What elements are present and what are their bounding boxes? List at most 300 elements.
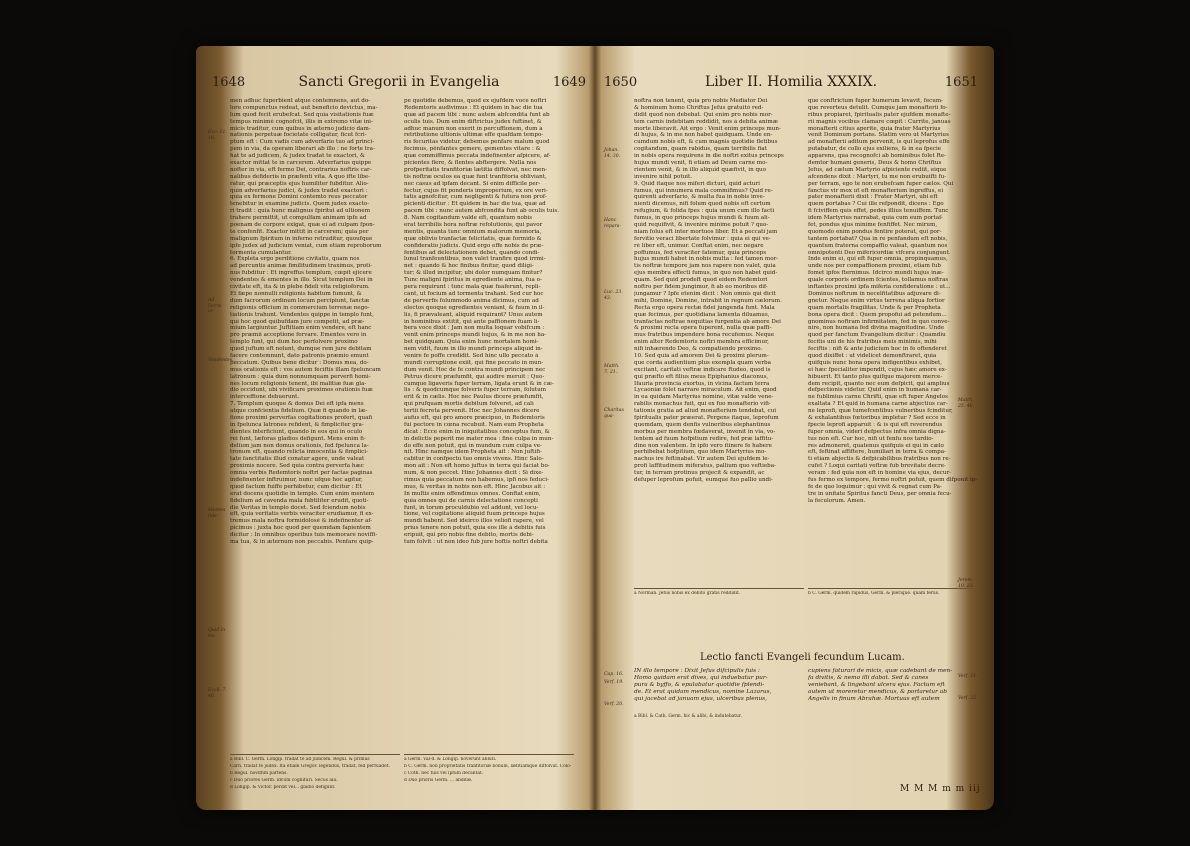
text-line: num, & non peccet. Hinc Johannes dicit : Si dixe-	[404, 470, 544, 477]
text-line: invenire nihil potuit.	[634, 173, 692, 180]
text-line: mon ait : Non eft homo juftus in terra qui faciat bo-	[404, 463, 550, 470]
text-line: tempus minimè cognofcit, illis in extremo vitæ ini-	[230, 118, 373, 125]
text-line: lunul tranfeuntibus, non valet tranfire quod irrmi-	[404, 256, 546, 263]
text-line: erat terribilis hora noftræ refolutionis, qui pavor	[404, 222, 543, 229]
text-line: micis traditur, cum quibus in æterno judicio dam-	[230, 125, 371, 132]
text-line: cufet ? Loqui caritati veftræ fub brevitate decre-	[808, 463, 946, 470]
text-line: gnetur. Neque enim virtus terrena aliqua fortior	[808, 297, 945, 304]
text-line: fe de quo loquimur : qui vivit & regnat cum Pa-	[808, 483, 942, 490]
text-line: tre in unitate Spiritus fancti Deus, per omnia fecu-	[808, 490, 952, 497]
text-line: nalibus defideriis in præfenti vita. A quo ifte libe-	[230, 173, 371, 180]
text-line: cant, ut focium ad tormenta trahant. Sed cur hoc	[404, 290, 544, 297]
text-line: Tunc maligni fpiritus in egrediente anima, fua o-	[404, 277, 542, 284]
margin-note: Hanc repara-	[604, 218, 622, 229]
text-line: qui hoc quod quibufdam jure competit, ad præ-	[230, 318, 365, 325]
margin-note: Verf. 20.	[604, 702, 624, 707]
text-line: vendentes & ementes in illo. Sicut templum Dei in	[230, 277, 373, 284]
text-line: do effe non potuit, qui in mundum cum culpa ve-	[404, 442, 542, 449]
text-line: rii magnis vocibus clamare cœpit : Currite, januas	[808, 118, 951, 125]
text-line: fanctus vir mox ut eft monafterium ingreffus, ei	[808, 187, 944, 194]
text-line: ad percuntis animæ fimilitudinem traximus, proti-	[230, 263, 373, 270]
text-line: lis : & quodcumque folveris fuper terram, folutum	[404, 387, 547, 394]
right-running-title: Liber II. Homilia XXXIX.	[704, 74, 878, 90]
lectio-line: veniebant, & lingebant ulcera ejus. Factum eft	[808, 681, 945, 688]
text-line: dum venit. Hoc de fe contra mundi principem nec	[404, 366, 546, 373]
margin-note: Charitas qua-	[604, 408, 624, 419]
text-line: picimus : juxta hoc quod per quemdam fapientem	[230, 525, 371, 532]
text-line: civitate eft, ita & in plebe fideli vita religioforum.	[230, 284, 370, 291]
right-column-a	[634, 98, 804, 484]
text-line: poffumus, fed veraciter fatemur, quia princeps	[634, 249, 767, 256]
margin-note: Verf. 19.	[604, 680, 624, 685]
text-line: Lycaoniæ folet narrare miraculum. Ait enim, quod	[634, 387, 777, 394]
text-line: facere contemnunt, dato patronis præmio emunt	[230, 352, 369, 359]
left-running-title: Sancti Gregorii in Evangelia	[298, 74, 500, 90]
text-line: idem Martyrius narrabat, quia cum eum portaf-	[808, 215, 943, 222]
text-line: fet, pondus ejus minime fenfiffet. Nec mirum,	[808, 222, 938, 229]
lectio-line: fa divitis, & nemo illi dabat. Sed & canes	[808, 674, 929, 681]
text-line: quem portabas ? Cui ille refpondit, dicens : Ego	[808, 201, 944, 208]
text-line: inftantes proximi ipfa miferia confideratione : ut...	[808, 284, 951, 291]
lectio-column-a	[634, 668, 804, 702]
left-column-b	[404, 98, 574, 546]
text-line: lore compunctus redeat, aut beneficio devictus, ma-	[230, 104, 378, 111]
text-line: aufus eft, qui pro amore præcipuo, in Redemtoris	[404, 414, 545, 421]
text-line: cabitur in confpectu tuo omnis vivens. Hinc Salo-	[404, 456, 544, 463]
text-line: venire fe poffe credidit. Sed hinc ullo peccato à	[404, 352, 539, 359]
text-line: feciftis : nifi & ante judicium hoc in fe oftenderet	[808, 346, 947, 353]
text-line: fumus, qui innumera mala commifimus? Quid re-	[634, 187, 773, 194]
lectio-line: Angelis in finum Abrahæ. Mortuus eft autem	[808, 695, 940, 702]
text-line: oculis tuis. Dum enim diftrictus judex fuftinet, &	[404, 118, 542, 125]
lectio-footnote: a Bibl. & Cath. Germ. hic & alibi, & indutebatur.	[634, 714, 742, 719]
text-line: Ifauria provincia exortus, in vicina factum terra	[634, 380, 770, 387]
text-line: tur, in terram protinus projecit & expandit, ac	[634, 470, 765, 477]
text-line: & hominum homo Chriftus Jefus gratuitò red-	[634, 104, 764, 111]
text-line: ri tradit : quia hunc malignus fpiritui ad ultionem	[230, 208, 371, 215]
text-line: quemdam, quem denfis vulneribus elephantinus	[634, 421, 771, 428]
text-line: quia omnes qui de carnis delectatione concepti	[404, 497, 538, 504]
text-line: quod juftum eft nolunt, dumque rem jure debitam	[230, 346, 372, 353]
text-line: hujus mundi venit, fi etiam ad Deum carne mo-	[634, 160, 768, 167]
text-line: in fpelunca latrones refident, & fimpliciter gra-	[230, 421, 364, 428]
text-line: per terram, ego te non erubefcam fuper cælos. Qui	[808, 180, 954, 187]
lectio-line: pura & byffo, & epulabatur quotidie fplendi-	[634, 681, 765, 688]
text-line: venit Dominum portans. Statim vero ut Martyrius	[808, 132, 949, 139]
text-line: morbus per membra fœdaverat, invenit in via, vo-	[634, 428, 776, 435]
text-line: prius tenere non potuit, quia eos ille à debitis fuis	[404, 525, 546, 532]
text-line: fidelium ad cavenda mala fubtiliter erudit, quoti-	[230, 497, 369, 504]
text-line: mihi, Domine, Domine, intrabit in regnum cælorum.	[634, 297, 782, 304]
text-line: eripuit, qui pro nobis fine debito, mortis debi-	[404, 532, 534, 539]
margin-note: Johan. 14. 30.	[604, 148, 621, 159]
text-line: proximis nocere. Sed quia contra perverfa hæc	[230, 463, 364, 470]
text-line: fecitis uni de his fratribus meis minimis, mihi	[808, 339, 937, 346]
text-line: excitant, caritati veftræ indicare ftudeo, quod is	[634, 366, 771, 373]
text-line: res admoneret, quatenus quifquis ei qui in cælo	[808, 442, 944, 449]
text-line: tate fanctitatis illud conatur agere, unde valeat	[230, 456, 365, 463]
text-line: ne leprofi, quæ tumefcentibus vulneribus fcinditur,	[808, 408, 953, 415]
text-line: electos quoque egredientes veniant, & fuum in il-	[404, 304, 545, 311]
margin-note: Exo. 11. 18.	[208, 130, 227, 141]
text-line: quam. Sed quid prodeft quod eidem Redemtori	[634, 277, 768, 284]
margin-note: Cap. 16.	[604, 672, 624, 677]
text-line: ejus membra effecti fumus, in quo non habet quid-	[634, 270, 778, 277]
text-line: quirenti adverfario, & multa fua in nobis inve-	[634, 194, 765, 201]
text-line: unde nos per compaffionem proximi, etiam fub	[808, 263, 941, 270]
text-line: cumdum nobis eft, & cum magnis quotidie fletibus	[634, 139, 778, 146]
text-line: tis noftræ tempore jam nos rapere non valet, quia	[634, 263, 776, 270]
text-line: hat te ad judicem, & judex tradat te exactori, &	[230, 153, 366, 160]
text-line: niam folus eft inter mortuos liber. Et à peccati jam	[634, 228, 778, 235]
text-line: fomet ipfos fternimus. Idcirco mundi hujus inæ-	[808, 270, 944, 277]
text-line: que corda audientium plus exempla quam verba	[634, 359, 771, 366]
text-line: Dominus noftrum in necelfitatibus adjuvare di-	[808, 290, 941, 297]
text-line: in nobis opera requirens in die noftri exitus princeps	[634, 153, 784, 160]
text-line: latronum : quia dum nonnumquam perverfi homi-	[230, 373, 371, 380]
text-line: quæ commiffimus peccata indefinenter afpicere, af-	[404, 153, 551, 160]
text-line: ti etiam abjectis & defpicabilibus fratribus non re-	[808, 456, 951, 463]
footnote-line: c Coth. nec tuis vel ipfum decantat.	[404, 770, 484, 776]
text-line: mium largiuntur. Juftitiam enim vendere, eft hanc	[230, 325, 372, 332]
text-line: rabilis monachus fuit, qui ex fuo monafterio vifi-	[634, 401, 771, 408]
text-line: dio occidunt, ubi vivificare proximos orationis fuæ	[230, 387, 373, 394]
text-line: nem vidit, fuum in illo mundi princeps aliquid in-	[404, 346, 543, 353]
margin-note: Eccli. 7. 40.	[208, 688, 227, 699]
text-line: nus fubditur : Et ingreffus templum, cœpit ejicere	[230, 270, 372, 277]
text-line: putabatur, de collo ejus exiliens, & in ea fpecie	[808, 146, 942, 153]
text-line: fuper omnia, videri defpectus infra omnia digna-	[808, 428, 946, 435]
text-line: interceffione debuerunt.	[230, 394, 300, 401]
text-line: di hujus, & in me non habet quidquam. Unde en-	[634, 132, 773, 139]
right-page-header	[604, 74, 978, 92]
text-line: tiationis trahunt. Vendentes quippe in templo funt,	[230, 311, 374, 318]
text-line: erit & in cælis. Hoc nec Paulus dicere præfumfit,	[404, 394, 544, 401]
text-line: 6. Expleta ergo perditione civitatis, quam nos	[230, 256, 360, 263]
text-line: quam mortalis fragilitas. Unde & per Propheta	[808, 304, 941, 311]
text-line: tationis gratia ad aliud monafterium tendebat, cui	[634, 408, 777, 415]
text-line: bera voce dixit : Jam non multa loquar vobifcum :	[404, 325, 545, 332]
text-line: fpecie leprofi apparuit : & is qui eft reverendus	[808, 421, 943, 428]
text-line: pem in via, da operam liberari ab illo : ne forte tra-	[230, 146, 375, 153]
text-line: pro præmii acceptione fervare. Ementes vero in	[230, 332, 367, 339]
text-line: pera requirunt : tunc mala quæ fuaferunt, repli-	[404, 284, 541, 291]
lectio-line: de. Et erat quidam mendicus, nomine Lazarus,	[634, 688, 772, 695]
text-line: dientes interficiunt, quando in eos qui in oculo	[230, 428, 363, 435]
text-line: defpectionis videtur. Quid enim in humana car-	[808, 387, 942, 394]
text-line: cumque ligaveris fuper terram, ligata erunt & in cæ-	[404, 380, 554, 387]
text-line: fi fciviffem quis effet, pedes illius tenuiffem. Tunc	[808, 208, 949, 215]
text-line: mus orationis eft : vos autem feciftis illam fpeluncam	[230, 366, 381, 373]
text-line: rei funt, læforas gladios defigunt. Mens enim fi-	[230, 435, 366, 442]
footnotes-right-b	[808, 588, 978, 598]
text-line: nienti dicemus, nifi folum quod nobis eft certum	[634, 201, 771, 208]
text-line: dine non valentem. In ipfo vero itinere fe habere	[634, 442, 772, 449]
footnote-line: b C. Germ. non proprietatis tranfitoriæ bonum, lætitiamque diffolvat. Colo-	[404, 763, 572, 769]
text-line: In multis enim offendimus omnes. Conftat enim,	[404, 490, 541, 497]
text-line: quale corporis ordinem fcientes, tollamus noftras	[808, 277, 949, 284]
text-line: & exhalantibus fœtoribus impletur ? Sed ecce in	[808, 414, 946, 421]
text-line: atque confcientia fidelium. Quæ fi quando in læ-	[230, 408, 368, 415]
left-page-number-secondary: 1649	[552, 75, 586, 90]
text-line: exaltata ? Et quid in humana carne abjectius car-	[808, 401, 948, 408]
text-line: refugium, & folida fpes : quia unum cum illo facti	[634, 208, 775, 215]
text-line: lis, fi prævaleant, aliquid requirant? Unus autem	[404, 311, 543, 318]
text-line: lentem ad fuum hofpitium redire, fed præ laffitu-	[634, 435, 774, 442]
text-line: tis noftræ oculos ea quæ funt tranfitoria obliviant,	[404, 173, 547, 180]
text-line: Et fæpe nonnulli religionis habitum fumunt, &	[230, 290, 362, 297]
footnotes-left-a	[230, 754, 400, 791]
lectio-line: Homo quidam erat dives, qui induebatur pur-	[634, 674, 768, 681]
text-line: fus fermo ex tempore, fermo noftri pofuit, quem difponit ip-	[808, 476, 978, 483]
text-line: que conftrictum fuper humerum levavit, fecum-	[808, 98, 944, 104]
left-page-number: 1648	[212, 75, 246, 90]
text-line: pe quotidie debemus, quod ex ejufdem voce noftri	[404, 98, 547, 104]
text-line: Inde enim ei, qui eft fuper omnia, propinquamus,	[808, 256, 948, 263]
text-line: nec casus ad ipfam decant. Si enim difficile per-	[404, 180, 541, 187]
margin-note: Verf. 21.	[958, 674, 978, 679]
text-line: delium jam non domus orationis, fed fpelunca la-	[230, 442, 369, 449]
text-line: perhibebat hofpitium, quo idem Martyrius mo-	[634, 449, 767, 456]
margin-note: Mentes fide-	[208, 508, 226, 519]
text-line: peccatum. Quibus bene dicitur : Domus mea, do-	[230, 359, 369, 366]
text-line: noftro per fidem jungimur, fi ab eo moribus dif-	[634, 284, 768, 291]
text-line: fione proximi perverfas cogitationes profert, quafi	[230, 414, 373, 421]
lectio-column-b	[808, 668, 978, 702]
left-page-header	[212, 74, 586, 92]
text-line: tus non eft. Cur hoc, nifi ut fenfu nos tardio-	[808, 435, 934, 442]
text-line: ribus propiaret, fpiritualis pater ejufdem monafte-	[808, 111, 951, 118]
text-line: indefinenter inftruimur, nunc ufque hoc agitur,	[230, 476, 363, 483]
margin-note: Vendentes.	[208, 358, 234, 363]
text-line: nire, non humana fed divina magnitudine. Unde	[808, 325, 945, 332]
text-line: defuper leprofum pofuit, eumque fuo pallio undi-	[634, 476, 773, 483]
text-line: que reverteus detulit. Cumque jam monafterii fo-	[808, 104, 948, 111]
text-line: monafterii citius aperite, quia frater Martyrius	[808, 125, 941, 132]
text-line: nationis perpetuæ focietate colligatur, ficut fcri-	[230, 132, 367, 139]
text-line: cogitandum, quam rabidus, quam terribilis fiat	[634, 146, 767, 153]
text-line: afcendens dixit : Martyri, tu me non erubuifti fu-	[808, 173, 947, 180]
footnote-line: a Norman. Jefus nobis ex debito gratis reddidit.	[634, 591, 741, 596]
footnote-line: d Duo prioris Germ. ... abditæ.	[404, 777, 473, 783]
text-line: nachus ire feftinabat. Vir autem Dei ejufdem le-	[634, 456, 770, 463]
text-line: fumus, in quo princeps hujus mundi & fuum ali-	[634, 215, 770, 222]
text-line: ad monafterii aditum pervenit, is qui leprofus effe	[808, 139, 950, 146]
text-line: omnia verbis Redemtoris noftri per factas paginas	[230, 470, 373, 477]
text-line: fervitio veraci libertate folvimur : quia ei qui ve-	[634, 235, 771, 242]
text-line: didit quod non debebat. Qui enim pro nobis mor-	[634, 111, 773, 118]
footnote-line: b C. Germ. quidem rapidus, Germ. & plerique. quam ferus.	[808, 591, 940, 596]
open-book	[196, 46, 994, 810]
lectio-line: autem ut moreretur mendicus, & portaretur ab	[808, 688, 947, 695]
right-page-number-secondary: 1651	[944, 75, 978, 90]
footnote-line: b Regul. noviffim partens.	[230, 770, 288, 776]
text-line: rimus quia peccatum non habemus, ipfi nos feduci-	[404, 476, 549, 483]
text-line: jungamur ? Ipfe etenim dicit : Non omnis qui dicit	[634, 290, 776, 297]
text-line: ipfe judex ad judicium veniat, cum etiam reproborum	[230, 242, 382, 249]
text-line: templo funt, qui dum hoc perfolvere proximo	[230, 339, 358, 346]
text-line: tur; & illud incipitur, ubi dolor numquam finitur?	[404, 270, 543, 277]
text-line: quod factum fuiffe perhibetur, cum dicitur : Et	[230, 483, 362, 490]
text-line: omnipotenti Deo mifericordiæ vifcera conjungunt.	[808, 249, 951, 256]
text-line: tranfactas noftrae nequitias furgentia ab amore Dei	[634, 318, 781, 325]
text-line: nifi inhærendo Deo, & compatiendo proximo.	[634, 346, 763, 353]
text-line: enim alter Redemtoris noftri membra efficimur,	[634, 339, 769, 346]
right-column-b	[808, 98, 978, 505]
text-line: demtor humani generis, Deus & homo Chriftus	[808, 160, 942, 167]
text-line: pater monafterii dixit : Frater Martyri, ubi eft	[808, 194, 938, 201]
text-line: dicat : Ecce enim in iniquitatibus conceptus fum, &	[404, 428, 550, 435]
text-line: noftra non tenent, quia pro nobis Mediator Dei	[634, 98, 768, 104]
lectio-line: cupiens faturari de micis, quæ cadebant de men-	[808, 668, 953, 674]
text-line: bet quidquam. Quia enim hunc mortalem homi-	[404, 339, 539, 346]
text-line: quæ fecimus, per quotidiana lamenta diluamus,	[634, 311, 770, 318]
text-line: exactor mittat te in carcerem. Adverfarius quippe	[230, 160, 372, 167]
footnotes-right-a	[634, 588, 804, 598]
text-line: tantem portabat? Qua in re penfandum eft nobis,	[808, 235, 948, 242]
text-line: erat docens quotidie in templo. Cum enim mentem	[230, 490, 375, 497]
text-line: in ea quidam Martyrius nomine, vitæ valde vene-	[634, 394, 774, 401]
text-line: fentibus ad delectationem debet, quando condi-	[404, 249, 540, 256]
margin-note: Matth. 25. 40.	[958, 398, 975, 409]
text-line: mentis, quanta tunc omnium malorum memoria,	[404, 228, 542, 235]
text-line: tatis agnofcitur, cum negligenti & futura non prof-	[404, 194, 547, 201]
text-line: profi laffitudinem miferatus, pallium quo veftieba-	[634, 463, 776, 470]
text-line: te confenfit. Exactor mittit in carcerem; quia per	[230, 228, 369, 235]
text-line: tem carnis indebitam reddidit, nos à debita animæ	[634, 118, 778, 125]
signature-mark: M M M m m iij	[900, 784, 981, 794]
footnote-line: Carn. tradat te judex. Ita etiam Gregor. legendus, tradat, fed perfuadet.	[230, 763, 390, 769]
text-line: hibuerit. Et tanto plus quifque majorem merce-	[808, 373, 943, 380]
text-line: tronum eft, quando relicta innocentia & fimplici-	[230, 449, 368, 456]
text-line: la feculorum. Amen.	[808, 497, 866, 504]
text-line: mus fratribus impendere bona recufemus. Neque	[634, 332, 775, 339]
text-line: & proximi recta opera fuperent, nulla quæ paffi-	[634, 325, 772, 332]
margin-note: Verf. 22.	[958, 696, 978, 701]
text-line: ma tua, & in æternum non peccabis. Penfare quip-	[230, 539, 374, 545]
text-line: tum folvit : ut non ideo fub jure hoftis noftri debita	[404, 539, 548, 545]
lectio-heading: Lectio fancti Evangeli fecundum Lucam.	[700, 652, 905, 663]
text-line: dem recipit, quanto nec eum defpicit, qui amplius	[808, 380, 950, 387]
text-line: tione, vel cogitatione aliquid fuum princeps hujus	[404, 511, 545, 518]
text-line: apparens, qua recognofci ab hominibus folet Re-	[808, 153, 946, 160]
text-line: fui pectore in cœna recubuit. Nam eum Propheta	[404, 421, 544, 428]
text-line: Jefus, ad cælum Martyrio afpiciente rediit, eique	[808, 166, 947, 173]
text-line: in hominibus extitit, qui ante paffionem fuam li-	[404, 318, 540, 325]
text-line: 8. Nam cogitandum valde eft, quantum nobis	[404, 215, 533, 222]
text-line: dicitur : In omnibus operibus tuis memorare noviffi-	[230, 532, 378, 539]
text-line: quantum fraterna compaffio valeat, quantum nos	[808, 242, 948, 249]
text-line: quia ex fermone Domini contemto reus peccator	[230, 194, 368, 201]
text-line: Petrus dicere præfumfit, qui audire meruit : Quo-	[404, 373, 545, 380]
text-line: tremus mala noftra formidolosè & indefinenter af-	[230, 518, 373, 525]
lectio-line: qui jacebat ad januam ejus, ulceribus plenus,	[634, 695, 767, 702]
text-line: retributione ultionis ultimæ effe quafdam tempo-	[404, 132, 544, 139]
text-line: 7. Templum quoque & domus Dei eft ipfa mens	[230, 401, 364, 408]
text-line: ris fecuritas videtur, debemus penfare malum quod	[404, 139, 550, 146]
text-line: nes locum religionis tenent, ibi malitiæ fuæ gla-	[230, 380, 367, 387]
text-line: mus, & veritas in nobis non eft. Hinc Jacobus ait :	[404, 483, 546, 490]
text-line: ratur, qui præceptis ejus humiliter fubditur. Alio-	[230, 180, 369, 187]
text-line: fecimus, pénfantes gemere, gementes vitare : &	[404, 146, 541, 153]
text-line: bona opera dicit : Quem propofui ad petendum...	[808, 311, 947, 318]
text-line: quæ ad pacem tibi : nunc autem abfcondita funt ab	[404, 111, 550, 118]
text-line: quod per fanctum Evangelium dicitur : Quamdiu	[808, 332, 946, 339]
text-line: mundi corruptione exiit, qui fine peccato in mun-	[404, 359, 544, 366]
text-line: in delictis peperit me mater mea : fine culpa in mun-	[404, 435, 554, 442]
margin-note: Matth. 7. 21.	[604, 364, 620, 375]
text-line: 10. Sed quia ad amorem Dei & proximi plerum-	[634, 352, 769, 359]
text-line: 9. Quid itaque nos miferi dicturi, quid acturi	[634, 180, 760, 187]
margin-note: Quid in his	[208, 628, 226, 639]
text-line: quid requifivit, & invenire minime potuit ? quo-	[634, 222, 769, 229]
text-line: quifquis nunc bona opera indigentibus exhibet,	[808, 359, 942, 366]
text-line: fpiritualis pater præerat. Pergens itaque, leprofum	[634, 414, 779, 421]
text-line: Recta ergo opera rectæ fidei jungenda funt. Mala	[634, 304, 775, 311]
text-line: nofter in via, eft fermo Dei, contrarius noftris car-	[230, 166, 372, 173]
text-line: gnominus noftram infirmitatem, fed in quo conve-	[808, 318, 950, 325]
text-line: profperitatis tranfitoriæ lætitia diffolvat, nec men-	[404, 166, 547, 173]
text-line: lum quod fecit erubefcat. Sed quia visitationis fuæ	[230, 111, 374, 118]
text-line: ei hæc fpecialiter impendit, cujus hæc amore ex-	[808, 366, 947, 373]
text-line: rientem venit, & in illo aliquid quæfivit, in quo	[634, 166, 767, 173]
text-line: tormenta cumulantur.	[230, 249, 292, 256]
footnote-line: a Bibl. C. Germ. Longip. tradat te ad judicem. Regul. & primus	[230, 757, 370, 762]
text-line: quæ oblivio tranfactæ felicitatis, quæ formido &	[404, 235, 542, 242]
text-line: fectur, cujus fit ponderis improperium, ex ore veri-	[404, 187, 548, 194]
text-line: confideratio judicis. Quid ergo effe nobis de præ-	[404, 242, 544, 249]
left-page	[208, 68, 590, 798]
text-line: nit. Hinc namque idem Propheta ait : Non juftifi-	[404, 449, 542, 456]
margin-note: Jerem. 10. 23.	[958, 578, 975, 589]
text-line: net : quando & hoc finibus finitur, quod diligi-	[404, 263, 534, 270]
footnote-line: d Longip. & Victor. perdit vel... gladio defigunt.	[230, 784, 336, 790]
text-line: ne fublimius carne Chrifti, quæ eft fuper Angelos	[808, 394, 948, 401]
text-line: venit enim princeps mundi hujus, & in me non ha-	[404, 332, 547, 339]
text-line: morte liberavit. Ait ergo : Venit enim princeps mun-	[634, 125, 781, 132]
footnote-line: c Duo priores Germ. idcum cognituri. Secus alii.	[230, 777, 338, 783]
right-page-number: 1650	[604, 75, 638, 90]
text-line: mundi habent. Sed ideirco illos veliofi rapere, vel	[404, 518, 544, 525]
text-line: qui præfto eft filius meus Epiphanius diaconus,	[634, 373, 769, 380]
text-line: quomodo enim pondus fentire poterat, qui por-	[808, 228, 942, 235]
text-line: trahere permittit, ut compulfam animam ipfe ad	[230, 215, 367, 222]
text-line: eft, feftinat affiftere, humiliari in terra & compa-	[808, 449, 946, 456]
text-line: tenebitur in examine judicis. Quem judex exacto-	[230, 201, 370, 208]
text-line: funt, in torum proculdubio vel addunt, vel locu-	[404, 504, 539, 511]
margin-note: Luc. 23. 43.	[604, 290, 623, 301]
text-line: poenam de corpore exigat, quæ ei ad culpam fpon-	[230, 222, 375, 229]
text-line: qui prufquam mortis debitum folveret, ad cali	[404, 401, 534, 408]
text-line: hujus mundi habet in nobis multa : fed tamen mor-	[634, 256, 779, 263]
text-line: de perverfis folummodo anima dicimus, cum ad	[404, 297, 539, 304]
text-line: quin adverfarius judici, & judex tradet exactori :	[230, 187, 368, 194]
text-line: malignum fpiritum in inferno retruditur, quoufque	[230, 235, 373, 242]
text-line: eft, quia veritatis verbis veraciter erudiamur, fi ex-	[230, 511, 374, 518]
text-line: religionis officium in commercium terrenæ nego-	[230, 304, 370, 311]
right-page	[600, 68, 982, 798]
text-line: die Veritas in templo docet. Sed fciendum nobis	[230, 504, 366, 511]
text-line: adhuc manum non exerit in percuffionem, dum à	[404, 125, 543, 132]
text-line: picientes flere, & flentes abftergere. Nulla nos	[404, 160, 537, 167]
text-line: tertii fecreta pervenit. Hoc nec Johannes dicere	[404, 408, 540, 415]
margin-note: Ad facris or-	[208, 298, 222, 315]
text-line: quod dixiffet : ut videlicet demonftraret, quia	[808, 352, 937, 359]
text-line: men adhuc fuperbient atque contemnens, aut do-	[230, 98, 371, 104]
text-line: Redemtoris audivimus : Et quidem in hac die tua	[404, 104, 543, 111]
text-line: dum facrorum ordinum locum percipiunt, fanctæ	[230, 297, 370, 304]
text-line: pacem tibi : nunc autem abfcondita funt ab oculis tuis.	[404, 208, 560, 215]
